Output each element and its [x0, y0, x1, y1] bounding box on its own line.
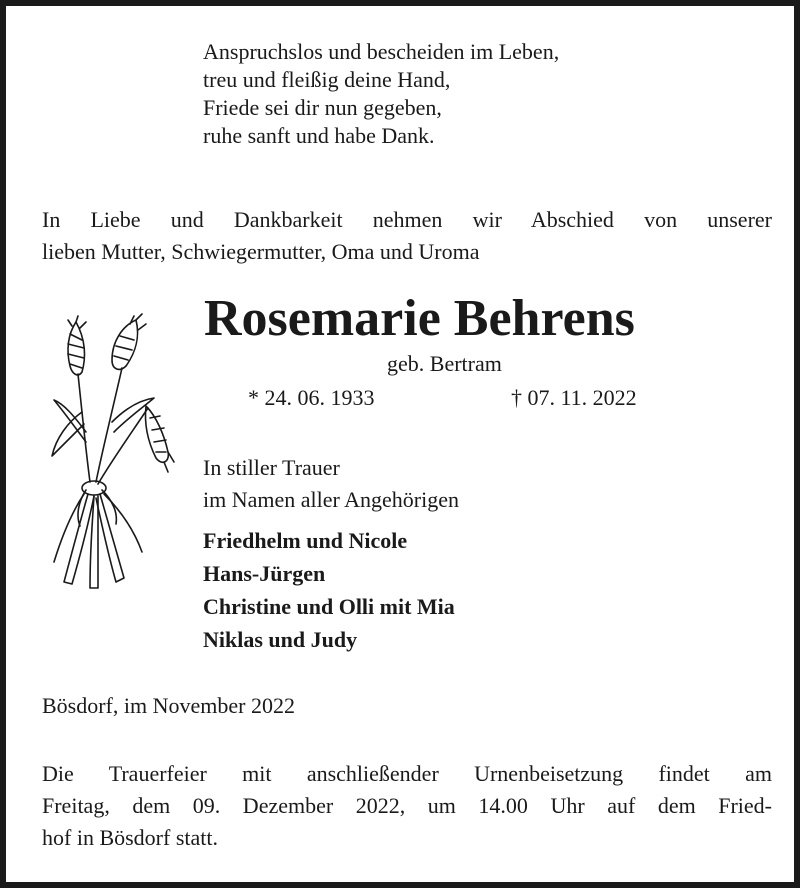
family-names: [203, 524, 455, 656]
mourning-note: [203, 452, 459, 516]
memorial-verse: [203, 38, 559, 150]
farewell-intro: [42, 204, 772, 268]
family-name: Hans-Jürgen: [203, 561, 326, 586]
funeral-line: hof in Bösdorf statt.: [42, 825, 218, 850]
verse-line: treu und fleißig deine Hand,: [203, 67, 451, 92]
funeral-line: Freitag, dem 09. Dezember 2022, um 14.00 Uhr auf dem Fried-: [42, 793, 772, 818]
intro-line: lieben Mutter, Schwiegermutter, Oma und Uroma: [42, 239, 480, 264]
family-name: Friedhelm und Nicole: [203, 528, 408, 553]
verse-line: Anspruchslos und bescheiden im Leben,: [203, 39, 560, 64]
birth-date: * 24. 06. 1933: [248, 385, 375, 410]
verse-line: Friede sei dir nun gegeben,: [203, 95, 442, 120]
place-date: Bösdorf, im November 2022: [42, 693, 295, 718]
mourning-line: im Namen aller Angehörigen: [203, 487, 459, 512]
verse-line: ruhe sanft und habe Dank.: [203, 123, 435, 148]
maiden-name: geb. Bertram: [387, 351, 502, 376]
family-name: Christine und Olli mit Mia: [203, 594, 455, 619]
mourning-line: In stiller Trauer: [203, 455, 340, 480]
death-date: † 07. 11. 2022: [511, 385, 637, 410]
intro-line: In Liebe und Dankbarkeit nehmen wir Abschied von unserer: [42, 207, 772, 232]
funeral-info: [42, 758, 772, 854]
funeral-line: Die Trauerfeier mit anschließender Urnenbeisetzung findet am: [42, 761, 772, 786]
wheat-bundle-icon: [42, 312, 182, 602]
deceased-name: Rosemarie Behrens: [204, 290, 635, 347]
family-name: Niklas und Judy: [203, 627, 358, 652]
